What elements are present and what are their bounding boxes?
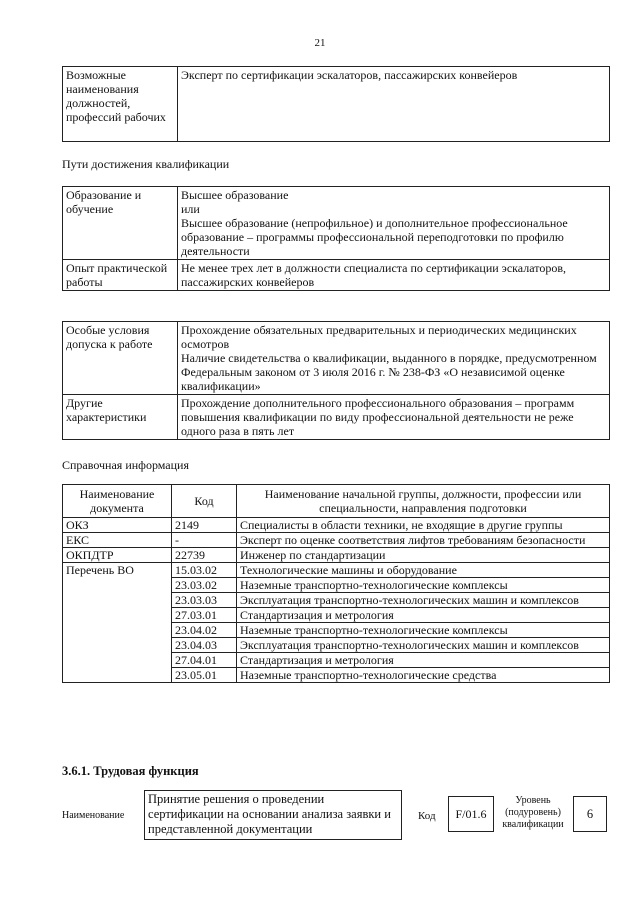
- reference-doc: ОКЗ: [63, 518, 172, 533]
- experience-value: Не менее трех лет в должности специалиста по сертификации эскалаторов, пассажирских конвейеров: [178, 260, 610, 291]
- labor-function-name-label: Наименование: [62, 810, 125, 821]
- header-code: Код: [172, 485, 237, 518]
- positions-label: Возможные наименования должностей, профессий рабочих: [63, 67, 178, 142]
- experience-label: Опыт практической работы: [63, 260, 178, 291]
- reference-code: 23.05.01: [172, 668, 237, 683]
- reference-doc: Перечень ВО: [63, 563, 172, 683]
- reference-name: Наземные транспортно-технологические комплексы: [237, 578, 610, 593]
- page-number: 21: [314, 37, 326, 49]
- header-name: Наименование начальной группы, должности, профессии или специальности, направления подготовки: [237, 485, 610, 518]
- reference-name: Стандартизация и метрология: [237, 608, 610, 623]
- positions-value: Эксперт по сертификации эскалаторов, пассажирских конвейеров: [178, 67, 610, 142]
- reference-code: 2149: [172, 518, 237, 533]
- reference-name: Инженер по стандартизации: [237, 548, 610, 563]
- positions-table: [62, 66, 610, 142]
- header-doc: Наименование документа: [63, 485, 172, 518]
- reference-table: [62, 484, 610, 683]
- reference-code: 27.03.01: [172, 608, 237, 623]
- reference-name: Специалисты в области техники, не входящие в другие группы: [237, 518, 610, 533]
- reference-body: [63, 518, 610, 683]
- reference-doc: ОКПДТР: [63, 548, 172, 563]
- admission-line: Наличие свидетельства о квалификации, выданного в порядке, предусмотренном Федеральным законом от 3 июля 2016 г. № 238-ФЗ «О независимой оценке квалификации»: [181, 351, 597, 393]
- paths-table: [62, 186, 610, 291]
- table-header-row: [63, 485, 610, 518]
- admission-table: [62, 321, 610, 440]
- table-row: [63, 395, 610, 440]
- reference-title: Справочная информация: [62, 458, 189, 472]
- paths-title: Пути достижения квалификации: [62, 157, 230, 171]
- reference-code: -: [172, 533, 237, 548]
- reference-code: 27.04.01: [172, 653, 237, 668]
- reference-code: 23.03.02: [172, 578, 237, 593]
- reference-code: 23.03.03: [172, 593, 237, 608]
- reference-code: 23.04.03: [172, 638, 237, 653]
- table-row: [63, 533, 610, 548]
- table-row: [63, 187, 610, 260]
- reference-code: 23.04.02: [172, 623, 237, 638]
- table-row: [63, 548, 610, 563]
- other-label: Другие характеристики: [63, 395, 178, 440]
- education-line: Высшее образование (непрофильное) и дополнительное профессиональное образование – программы профессиональной переподготовки по профилю деятельности: [181, 216, 568, 258]
- labor-function-code: F/01.6: [448, 796, 494, 832]
- reference-doc: ЕКС: [63, 533, 172, 548]
- admission-line: Прохождение обязательных предварительных и периодических медицинских осмотров: [181, 323, 577, 351]
- reference-code: 22739: [172, 548, 237, 563]
- table-row: [63, 67, 610, 142]
- education-value: [178, 187, 610, 260]
- reference-name: Эксперт по оценке соответствия лифтов требованиям безопасности: [237, 533, 610, 548]
- labor-function-code-label: Код: [418, 810, 436, 822]
- admission-value: [178, 322, 610, 395]
- labor-function-name: Принятие решения о проведении сертификации на основании анализа заявки и представленной документации: [144, 790, 402, 840]
- reference-name: Наземные транспортно-технологические комплексы: [237, 623, 610, 638]
- table-row: [63, 563, 610, 578]
- reference-name: Наземные транспортно-технологические средства: [237, 668, 610, 683]
- labor-function-title: 3.6.1. Трудовая функция: [62, 764, 199, 778]
- qualification-level: 6: [573, 796, 607, 832]
- education-line: Высшее образование: [181, 188, 289, 202]
- admission-label: Особые условия допуска к работе: [63, 322, 178, 395]
- reference-code: 15.03.02: [172, 563, 237, 578]
- education-line: или: [181, 202, 200, 216]
- reference-name: Технологические машины и оборудование: [237, 563, 610, 578]
- reference-name: Эксплуатация транспортно-технологических машин и комплексов: [237, 638, 610, 653]
- table-row: [63, 322, 610, 395]
- education-label: Образование и обучение: [63, 187, 178, 260]
- qualification-level-label: Уровень (подуровень) квалификации: [502, 795, 564, 830]
- table-row: [63, 260, 610, 291]
- reference-name: Стандартизация и метрология: [237, 653, 610, 668]
- reference-name: Эксплуатация транспортно-технологических машин и комплексов: [237, 593, 610, 608]
- table-row: [63, 518, 610, 533]
- other-value: Прохождение дополнительного профессионального образования – программ повышения квалификации по виду профессиональной деятельности не реже одного раза в пять лет: [178, 395, 610, 440]
